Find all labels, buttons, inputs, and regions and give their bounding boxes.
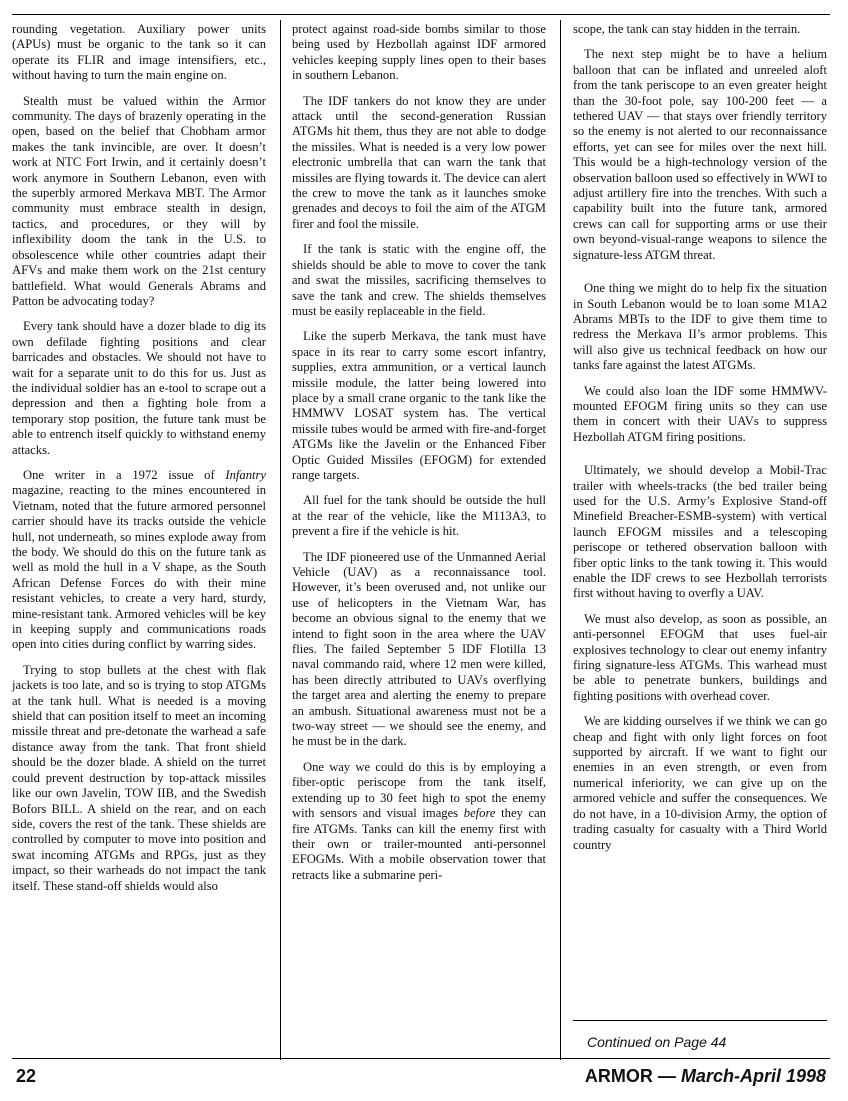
issue-date: March-April 1998 <box>680 1066 826 1086</box>
paragraph: If the tank is static with the engine off, the shields should be able to move to cover the tank and swat the missiles, sacrificing themselves to save the tank and crew. The shields themselves must be easily replaceable in the field. <box>292 242 546 318</box>
paragraph: One thing we might do to help fix the situation in South Lebanon would be to loan some M1A2 Abrams MBTs to the IDF to give them time to redress the Merkava II’s armor problems. This will also give us technical feedback on how our tanks fare against the latest ATGMs. <box>573 281 827 373</box>
paragraph: Trying to stop bullets at the chest with flak jackets is too late, and so is trying to stop ATGMs at the tank hull. What is needed is a moving shield that can position itself to meet an incoming missile threat and pre-detonate the warhead a safe distance away from the tank. That front shield should be the dozer blade. A shield on the turret could prevent destruction by top-attack missiles like our own Javelin, TOW IIB, and the Swedish Bofors BILL. A shield on the rear, and on each side, covers the rest of the tank. These shields are controlled by computer to move into position and swat incoming ATGMs and RPGs, just as they impact, so their warheads do not impact the tank itself. These stand-off shields would also <box>12 662 266 893</box>
paragraph: We must also develop, as soon as possible, an anti-personnel EFOGM that uses fuel-air explosives technology to clear out enemy infantry firing signature-less ATGMs. This warhead must be able to penetrate bunkers, buildings and fighting positions with overhead cover. <box>573 611 827 703</box>
paragraph: We are kidding ourselves if we think we can go cheap and fight with only light forces on foot supported by aircraft. If we want to fight our enemies in an even strength, or even from numerical inferiority, we can give up on the armored vehicle and suffer the consequences. We do not have, in a 10-division Army, the option of trading casualty for casualty with a Third World country <box>573 714 827 852</box>
continued-note: Continued on Page 44 <box>587 1034 727 1050</box>
magazine-title: Infantry <box>225 467 266 482</box>
paragraph <box>12 468 266 653</box>
paragraph: All fuel for the tank should be outside the hull at the rear of the vehicle, like the M113A3, to prevent a fire if the vehicle is hit. <box>292 493 546 539</box>
paragraph: The next step might be to have a helium balloon that can be inflated and unreeled aloft from the tank periscope to an even greater height than the 30-foot pole, say 100-200 feet — a tethered UAV — that stays over friendly territory so the enemy is not alerted to our reconnaissance efforts, yet can see for miles over the next hill. This would be a high-technology version of the observation balloon used so effectively in WWI to adjust artillery fire into the trenches. With such a capability built into the future tank, armored crews can call for supporting arms or use their own beyond-visual-range weapons to silence the signature-less ATGM threat. <box>573 47 827 262</box>
paragraph: Like the superb Merkava, the tank must have space in its rear to carry some escort infantry, supplies, extra ammunition, or a vertical launch missile module, the latter being lowered into place by a small crane organic to the tank like the HMMWV LOSAT system has. The vertical missile tubes would be armed with fire-and-forget ATGMs like the Javelin or the Enhanced Fiber Optic Guided Missiles (EFOGM) for extended range targets. <box>292 329 546 482</box>
column-1 <box>12 22 266 904</box>
column-3 <box>573 22 827 863</box>
column-divider <box>280 20 281 1060</box>
top-rule <box>12 14 830 15</box>
page-number: 22 <box>16 1066 37 1086</box>
paragraph: protect against road-side bombs similar to those being used by Hezbollah against IDF armored vehicles keeping supply lines open to their bases in southern Lebanon. <box>292 22 546 83</box>
continued-rule <box>573 1020 827 1021</box>
text-run: magazine, reacting to the mines encountered in Vietnam, noted that the future armored personnel carrier should have its tracks outside the vehicle hull, not underneath, so mines explode away from the body. We should do this on the future tank as well as mold the hull in a V shape, as the South African Defense Forces do with their mine resistant vehicles, to create a very hard, sturdy, mine-resistant tank. Armored vehicles will be key in keeping supply and communications roads open into cities during conflict by warring sides. <box>12 483 266 652</box>
footer-masthead <box>585 1066 826 1087</box>
paragraph: Every tank should have a dozer blade to dig its own defilade fighting positions and clear barricades and obstacles. We should not have to wait for a separate unit to do this for us. Just as the individual soldier has an e-tool to scrape out a depression and then a fighting hole from a temporary stop position, the future tank must be able to entrench itself quickly to withstand enemy attacks. <box>12 319 266 457</box>
paragraph: scope, the tank can stay hidden in the terrain. <box>573 22 801 36</box>
emphasis: before <box>463 806 496 821</box>
paragraph: We could also loan the IDF some HMMWV-mounted EFOGM firing units so they can use them in concert with their UAVs to suppress Hezbollah ATGM firing positions. <box>573 383 827 444</box>
magazine-name: ARMOR — <box>584 1066 676 1086</box>
paragraph: Stealth must be valued within the Armor community. The days of brazenly operating in the open, based on the belief that Chobham armor makes the tank invincible, are over. It doesn’t work at NTC Fort Irwin, and it certainly doesn’t work anymore in Southern Lebanon, even with the superbly armored Merkava MBT. The Armor community must embrace stealth in design, tactics, and procedures, or they will by inflexibility doom the tank in the U.S. to obsolescence while other countries adapt their AFVs and make them work on the 21st century battlefield. What would Generals Abrams and Patton be advocating today? <box>12 93 266 308</box>
paragraph: Ultimately, we should develop a Mobil-Trac trailer with wheels-tracks (the bed trailer being used for the U.S. Army’s Explosive Stand-off Minefield Breacher-ESMB-system) with vertical launch EFOGM missiles and a telescoping periscope or tethered observation balloon with fiber optic links to the tank towing it. This would enable the IDF crews to see Hezbollah terrorists first without having to overfly a UAV. <box>573 463 827 601</box>
column-2 <box>292 22 546 893</box>
paragraph: The IDF tankers do not know they are under attack until the second-generation Russian ATGMs hit them, thus they are not able to dodge the missiles. What is needed is a very low power electronic umbrella that can warn the tank that missiles are flying towards it. The device can alert the crew to move the tank as it launches smoke grenades and decoys to foil the aim of the ATGM firer and fool the missile. <box>292 93 546 231</box>
bottom-rule <box>12 1058 830 1059</box>
paragraph: The IDF pioneered use of the Unmanned Aerial Vehicle (UAV) as a reconnaissance tool. However, it’s been overused and, not unlike our use of helicopters in the Vietnam War, has become an obvious signal to the enemy that we intend to fight soon in the area where the UAV flies. The failed September 5 IDF Flotilla 13 naval commando raid, where 12 men were killed, has been directly attributed to UAVs overflying the target area and alerting the enemy to prepare an ambush. Situational awareness must not be a two-way street — we should see the enemy, and he must be in the dark. <box>292 549 546 749</box>
text-run: they can fire ATGMs. Tanks can kill the enemy first with their own or trailer-mounted anti-personnel EFOGMs. With a mobile observation tower that retracts like a submarine peri- <box>292 806 546 882</box>
text-run: One way we could do this is by employing a fiber-optic periscope from the tank itself, extending up to 30 feet high to spot the enemy with sensors and visual images <box>292 759 546 821</box>
paragraph: rounding vegetation. Auxiliary power units (APUs) must be organic to the tank so it can operate its FLIR and image intensifiers, etc., without having to turn the main engine on. <box>12 22 266 83</box>
text-run: One writer in a 1972 issue of <box>23 467 215 482</box>
column-divider <box>560 20 561 1060</box>
paragraph <box>292 760 546 883</box>
